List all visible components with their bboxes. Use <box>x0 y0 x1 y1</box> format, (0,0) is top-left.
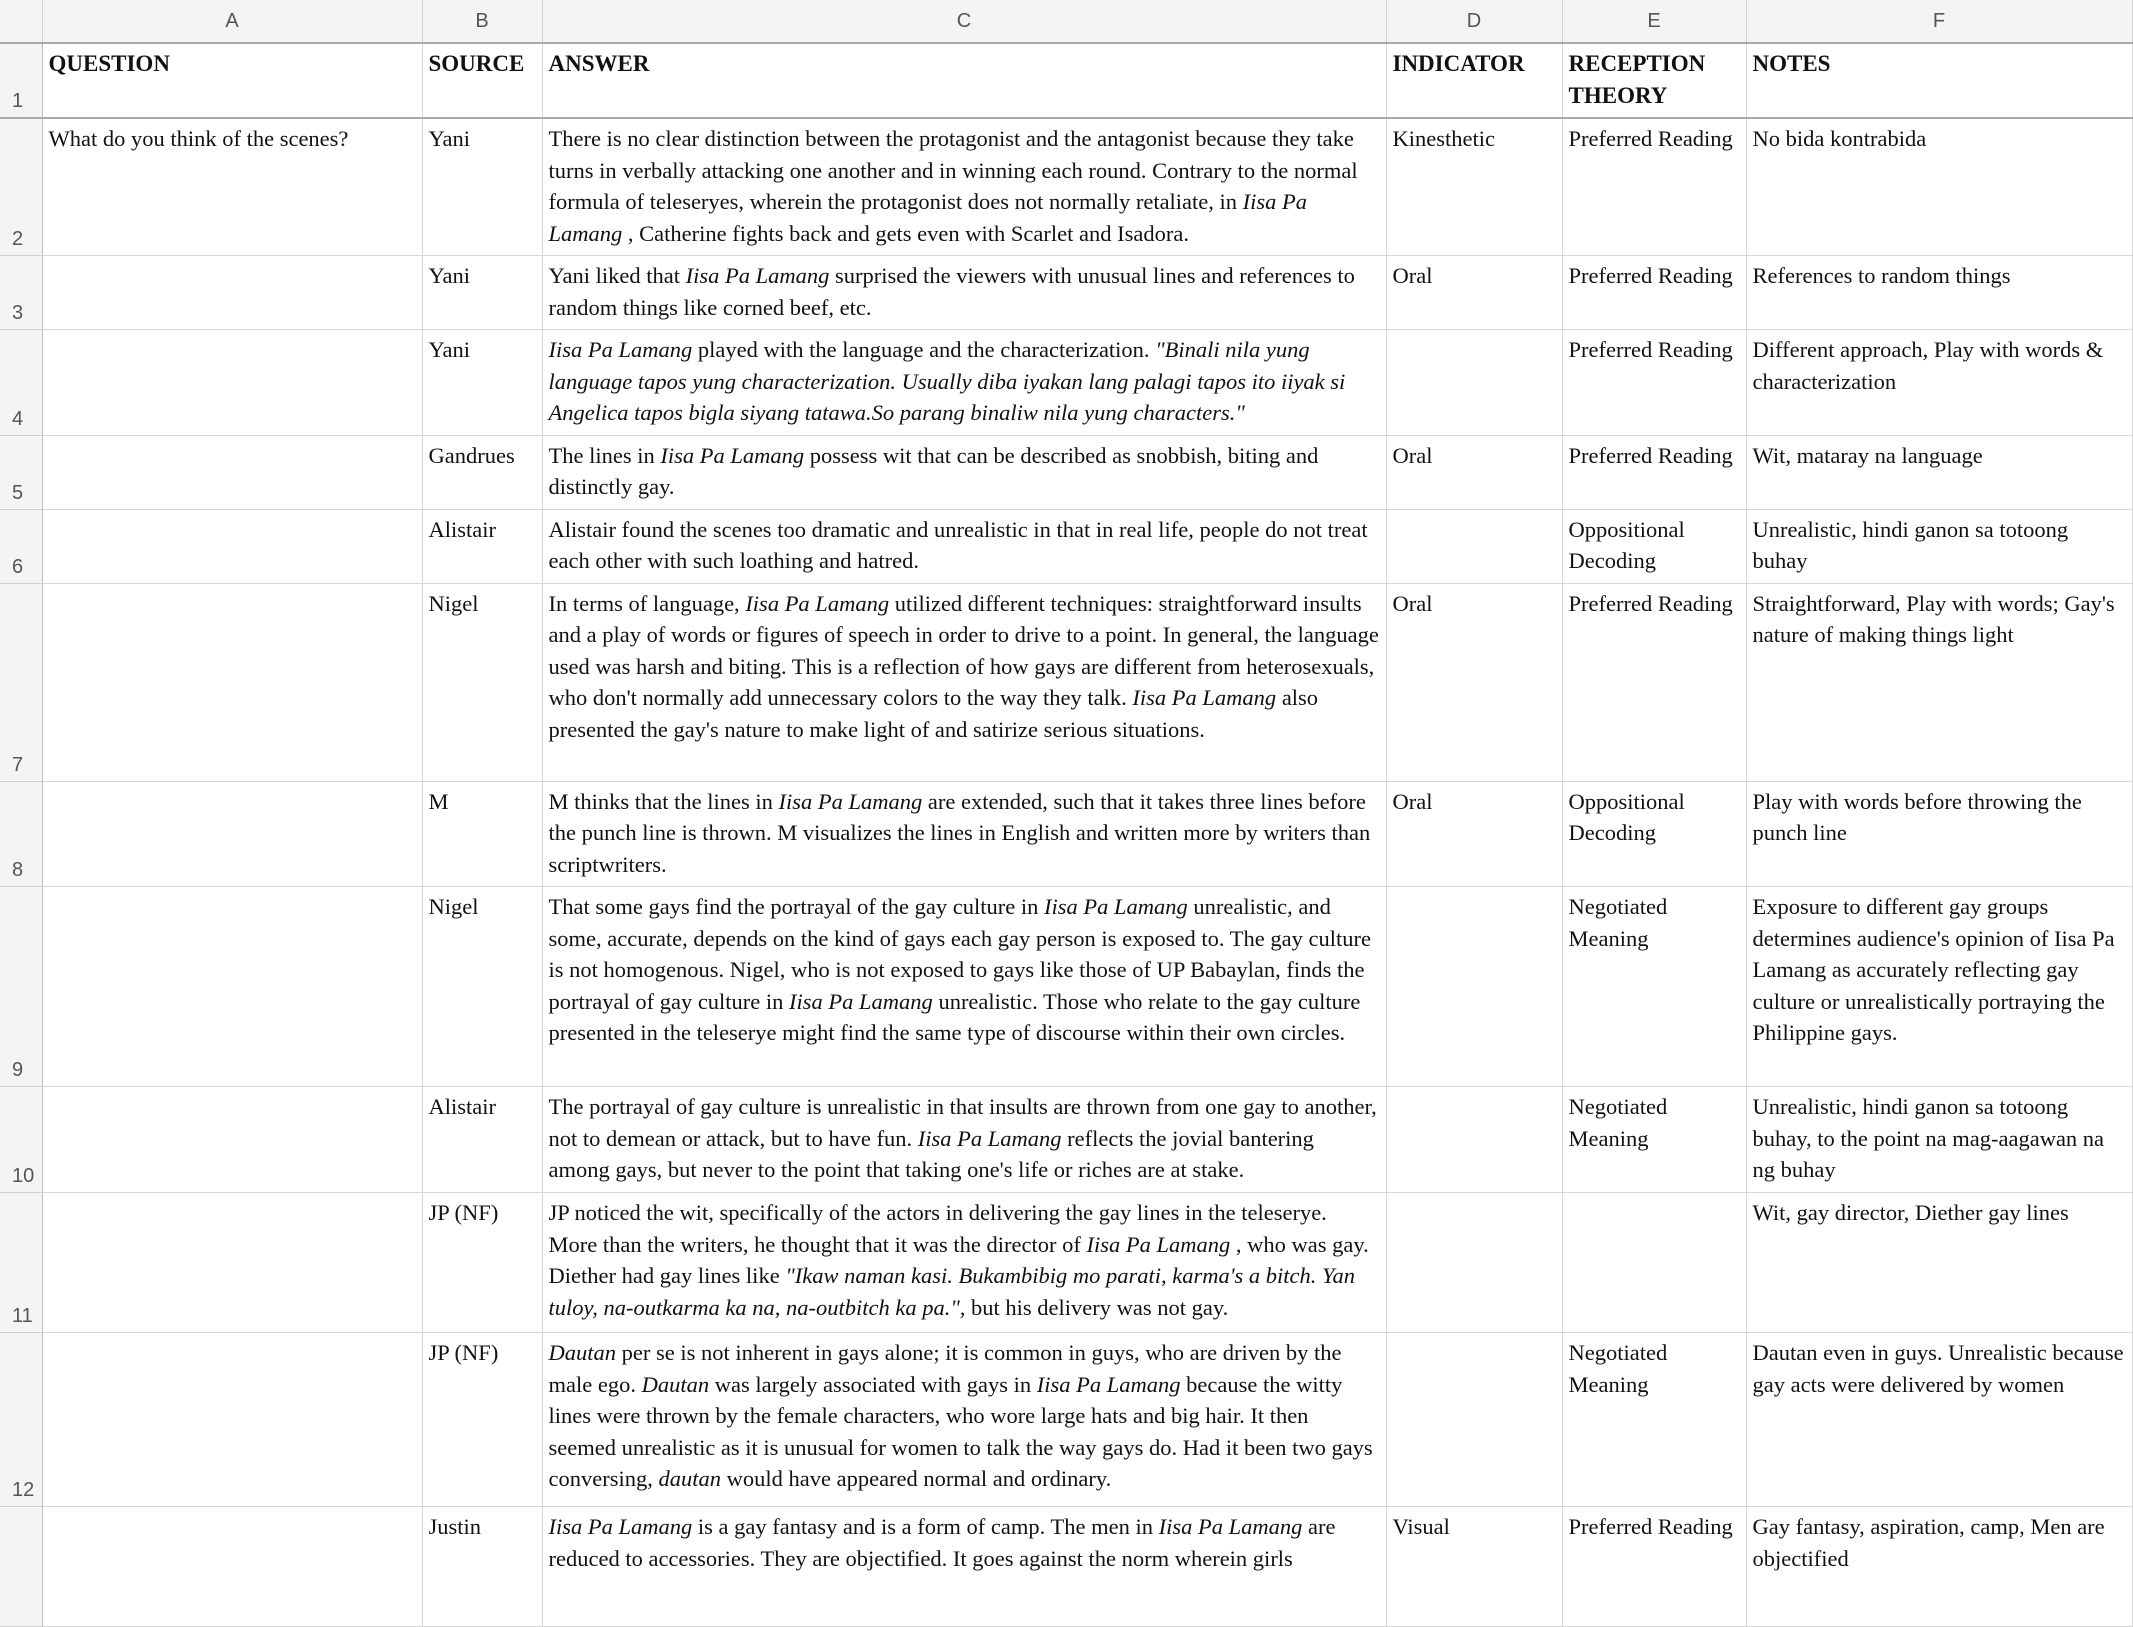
italic-text: Iisa Pa Lamang <box>789 988 933 1014</box>
cell-indicator[interactable] <box>1386 887 1562 1087</box>
cell-indicator[interactable] <box>1386 1333 1562 1507</box>
column-header-f[interactable]: F <box>1746 0 2132 43</box>
row-header[interactable]: 8 <box>0 781 42 887</box>
cell-indicator[interactable]: Oral <box>1386 781 1562 887</box>
cell-question[interactable] <box>42 1507 422 1627</box>
italic-text: "Ikaw naman kasi. Bukambibig mo parati, karma's a bitch. Yan tuloy, na-outkarma ka na, na-outbitch ka pa.", <box>548 1263 1355 1320</box>
cell-answer[interactable] <box>542 1507 1386 1627</box>
cell-answer[interactable] <box>542 887 1386 1087</box>
answer-text: unrealistic, and some, accurate, depends on the kind of gays each gay person is exposed to. The gay culture is not homogenous. Nigel, who is not exposed to gays like those of UP Babaylan, finds the portrayal of gay culture in <box>548 894 1371 1014</box>
table-row <box>0 583 2132 781</box>
column-header-d[interactable]: D <box>1386 0 1562 43</box>
column-header-b[interactable]: B <box>422 0 542 43</box>
cell-question[interactable]: What do you think of the scenes? <box>42 118 422 256</box>
cell-question[interactable] <box>42 781 422 887</box>
select-all-corner[interactable] <box>0 0 42 43</box>
cell-question[interactable] <box>42 887 422 1087</box>
italic-text: Iisa Pa Lamang <box>1043 894 1188 919</box>
cell-source[interactable]: Yani <box>422 118 542 256</box>
table-row <box>0 118 2132 256</box>
answer-text: In terms of language, <box>548 590 746 616</box>
cell-indicator[interactable] <box>1386 509 1562 583</box>
column-header-e[interactable]: E <box>1562 0 1746 43</box>
answer-text: per se is not inherent in gays alone; it is common in guys, who are driven by the male ego. <box>548 1340 1342 1397</box>
row-header[interactable]: 7 <box>0 583 42 781</box>
cell-reception[interactable]: Preferred Reading <box>1562 330 1746 436</box>
answer-text: but his delivery was not gay. <box>965 1294 1229 1320</box>
row-header[interactable]: 12 <box>0 1333 42 1507</box>
cell-source[interactable]: Yani <box>422 330 542 436</box>
cell-source[interactable]: Justin <box>422 1507 542 1627</box>
cell-indicator[interactable]: Visual <box>1386 1507 1562 1627</box>
row-header[interactable]: 5 <box>0 435 42 509</box>
cell-source[interactable]: JP (NF) <box>422 1193 542 1333</box>
answer-text: Alistair found the scenes too dramatic and unrealistic in that in real life, people do not treat each other with such loathing and hatred. <box>548 516 1368 573</box>
cell-answer[interactable] <box>542 330 1386 436</box>
row-header[interactable]: 2 <box>0 118 42 256</box>
answer-text: utilized different techniques: straightforward insults and a play of words or figures of speech in order to drive to a point. In general, the language used was harsh and biting. This is a reflection of how gays are different from heterosexuals, who don't normally add unnecessary colors to the way they talk. <box>548 590 1379 710</box>
italic-text: Dautan <box>641 1371 710 1397</box>
cell-notes[interactable]: Dautan even in guys. Unrealistic because gay acts were delivered by women <box>1746 1333 2132 1507</box>
row-header[interactable]: 9 <box>0 887 42 1087</box>
italic-text: Iisa Pa Lamang <box>778 788 923 814</box>
cell-question[interactable] <box>42 1333 422 1507</box>
cell-notes[interactable]: Unrealistic, hindi ganon sa totoong buhay, to the point na mag-aagawan na ng buhay <box>1746 1087 2132 1193</box>
answer-text: JP noticed the wit, specifically of the actors in delivering the gay lines in the teleserye. More than the writers, he thought that it was the director of <box>548 1200 1327 1257</box>
table-row <box>0 1087 2132 1193</box>
answer-text: because the witty lines were thrown by the female characters, who wore large hats and big hair. It then seemed unrealistic as it is unusual for women to talk the way gays do. Had it been two gays conversing, <box>548 1371 1373 1491</box>
cell-question[interactable] <box>42 1087 422 1193</box>
italic-text: Iisa Pa Lamang <box>548 189 1308 246</box>
table-row <box>0 256 2132 330</box>
cell-answer[interactable] <box>542 781 1386 887</box>
answer-text: is a gay fantasy and is a form of camp. The men in <box>692 1514 1159 1539</box>
answer-text: are reduced to accessories. They are objectified. It goes against the norm wherein girls <box>548 1514 1336 1571</box>
answer-text: played with the language and the characterization. <box>692 337 1156 362</box>
cell-notes[interactable]: Play with words before throwing the punch line <box>1746 781 2132 887</box>
cell-answer[interactable] <box>542 583 1386 781</box>
italic-text: Iisa Pa Lamang <box>548 1514 693 1539</box>
cell-notes[interactable]: Different approach, Play with words & characterization <box>1746 330 2132 436</box>
row-header[interactable]: 10 <box>0 1087 42 1193</box>
cell-notes-header[interactable]: NOTES <box>1746 43 2132 118</box>
answer-text: Yani liked that <box>548 263 686 288</box>
cell-answer[interactable] <box>542 509 1386 583</box>
cell-reception[interactable]: Preferred Reading <box>1562 435 1746 509</box>
cell-notes[interactable]: References to random things <box>1746 256 2132 330</box>
cell-indicator[interactable]: Oral <box>1386 435 1562 509</box>
cell-reception[interactable]: Preferred Reading <box>1562 583 1746 781</box>
row-header[interactable]: 4 <box>0 330 42 436</box>
cell-answer[interactable] <box>542 1333 1386 1507</box>
cell-indicator[interactable] <box>1386 1087 1562 1193</box>
cell-reception[interactable]: Negotiated Meaning <box>1562 1333 1746 1507</box>
cell-notes[interactable]: Exposure to different gay groups determines audience's opinion of Iisa Pa Lamang as accurately reflecting gay culture or unrealistically portraying the Philippine gays. <box>1746 887 2132 1087</box>
cell-question[interactable] <box>42 509 422 583</box>
cell-reception[interactable]: Oppositional Decoding <box>1562 781 1746 887</box>
answer-text: are extended, such that it takes three lines before the punch line is thrown. M visualizes the lines in English and written more by writers than scriptwriters. <box>548 788 1371 877</box>
answer-text: would have appeared normal and ordinary. <box>721 1466 1112 1491</box>
cell-source[interactable]: Nigel <box>422 583 542 781</box>
italic-text: Iisa Pa Lamang <box>548 337 693 362</box>
answer-text: The portrayal of gay culture is unrealistic in that insults are thrown from one gay to another, not to demean or attack, but to have fun. <box>548 1094 1377 1151</box>
answer-text: was largely associated with gays in <box>709 1371 1037 1397</box>
cell-reception[interactable]: Oppositional Decoding <box>1562 509 1746 583</box>
cell-question-header[interactable]: QUESTION <box>42 43 422 118</box>
italic-text: Iisa Pa Lamang <box>660 442 805 468</box>
cell-answer[interactable] <box>542 435 1386 509</box>
table-row <box>0 435 2132 509</box>
cell-question[interactable] <box>42 330 422 436</box>
cell-answer[interactable] <box>542 1193 1386 1333</box>
cell-notes[interactable]: Wit, mataray na language <box>1746 435 2132 509</box>
cell-indicator[interactable] <box>1386 330 1562 436</box>
answer-text: , Catherine fights back and gets even with Scarlet and Isadora. <box>622 220 1189 246</box>
cell-source[interactable]: Gandrues <box>422 435 542 509</box>
italic-text: Iisa Pa Lamang <box>1036 1371 1181 1397</box>
row-header[interactable]: 11 <box>0 1193 42 1333</box>
cell-answer[interactable] <box>542 1087 1386 1193</box>
column-header-a[interactable]: A <box>42 0 422 43</box>
cell-source[interactable]: Yani <box>422 256 542 330</box>
cell-source-header[interactable]: SOURCE <box>422 43 542 118</box>
answer-text: unrealistic. Those who relate to the gay culture presented in the teleserye might find the same type of discourse within their own circles. <box>548 988 1361 1045</box>
answer-text: possess wit that can be described as snobbish, biting and distinctly gay. <box>548 442 1319 499</box>
cell-question[interactable] <box>42 256 422 330</box>
italic-text: dautan <box>658 1466 721 1491</box>
column-header-c[interactable]: C <box>542 0 1386 43</box>
table-row <box>0 781 2132 887</box>
header-row <box>0 43 2132 118</box>
cell-answer[interactable] <box>542 118 1386 256</box>
cell-source[interactable]: Alistair <box>422 509 542 583</box>
italic-text: Iisa Pa Lamang <box>745 590 890 616</box>
cell-source[interactable]: M <box>422 781 542 887</box>
table-row <box>0 330 2132 436</box>
cell-question[interactable] <box>42 435 422 509</box>
answer-text: There is no clear distinction between the protagonist and the antagonist because they take turns in verbally attacking one another and in winning each round. Contrary to the normal formula of teleseryes, wherein the protagonist does not normally retaliate, in <box>548 126 1358 214</box>
cell-reception[interactable]: Preferred Reading <box>1562 118 1746 256</box>
cell-notes[interactable]: Wit, gay director, Diether gay lines <box>1746 1193 2132 1333</box>
cell-reception[interactable]: Negotiated Meaning <box>1562 887 1746 1087</box>
cell-indicator[interactable]: Kinesthetic <box>1386 118 1562 256</box>
answer-text: surprised the viewers with unusual lines and references to random things like corned beef, etc. <box>548 263 1355 320</box>
cell-source[interactable]: Nigel <box>422 887 542 1087</box>
italic-text: Iisa Pa Lamang <box>1086 1231 1231 1257</box>
answer-text: , who was gay. Diether had gay lines like <box>548 1231 1369 1288</box>
table-row <box>0 1507 2132 1627</box>
cell-notes[interactable]: Straightforward, Play with words; Gay's nature of making things light <box>1746 583 2132 781</box>
cell-reception[interactable]: Negotiated Meaning <box>1562 1087 1746 1193</box>
cell-reception[interactable]: Preferred Reading <box>1562 256 1746 330</box>
italic-text: Dautan <box>548 1340 616 1365</box>
cell-notes[interactable]: Unrealistic, hindi ganon sa totoong buhay <box>1746 509 2132 583</box>
cell-reception[interactable]: Preferred Reading <box>1562 1507 1746 1627</box>
answer-text: also presented the gay's nature to make light of and satirize serious situations. <box>548 685 1319 742</box>
row-header[interactable]: 3 <box>0 256 42 330</box>
italic-text: Iisa Pa Lamang <box>1158 1514 1303 1539</box>
cell-notes[interactable]: No bida kontrabida <box>1746 118 2132 256</box>
cell-indicator[interactable]: Oral <box>1386 583 1562 781</box>
answer-text: That some gays find the portrayal of the gay culture in <box>548 894 1044 919</box>
row-header[interactable]: 1 <box>0 43 42 118</box>
row-header[interactable]: 6 <box>0 509 42 583</box>
cell-reception-header[interactable]: RECEPTION THEORY <box>1562 43 1746 118</box>
italic-text: Iisa Pa Lamang <box>1132 685 1277 710</box>
table-row <box>0 887 2132 1087</box>
cell-indicator[interactable]: Oral <box>1386 256 1562 330</box>
table-row <box>0 1193 2132 1333</box>
cell-indicator[interactable] <box>1386 1193 1562 1333</box>
row-header[interactable] <box>0 1507 42 1627</box>
cell-source[interactable]: Alistair <box>422 1087 542 1193</box>
answer-text: M thinks that the lines in <box>548 788 779 814</box>
cell-indicator-header[interactable]: INDICATOR <box>1386 43 1562 118</box>
answer-text: reflects the jovial bantering among gays, but never to the point that taking one's life or riches are at stake. <box>548 1125 1314 1182</box>
cell-notes[interactable]: Gay fantasy, aspiration, camp, Men are objectified <box>1746 1507 2132 1627</box>
table-row <box>0 509 2132 583</box>
answer-text: The lines in <box>548 442 661 468</box>
cell-reception[interactable] <box>1562 1193 1746 1333</box>
cell-answer-header[interactable]: ANSWER <box>542 43 1386 118</box>
italic-text: Iisa Pa Lamang <box>917 1125 1062 1151</box>
table-row <box>0 1333 2132 1507</box>
cell-question[interactable] <box>42 1193 422 1333</box>
cell-question[interactable] <box>42 583 422 781</box>
italic-text: Iisa Pa Lamang <box>685 263 830 288</box>
cell-answer[interactable] <box>542 256 1386 330</box>
cell-source[interactable]: JP (NF) <box>422 1333 542 1507</box>
italic-text: "Binali nila yung language tapos yung characterization. Usually diba iyakan lang palagi tapos ito iiyak si Angelica tapos bigla siyang tatawa.So parang binaliw nila yung characters." <box>548 337 1346 425</box>
